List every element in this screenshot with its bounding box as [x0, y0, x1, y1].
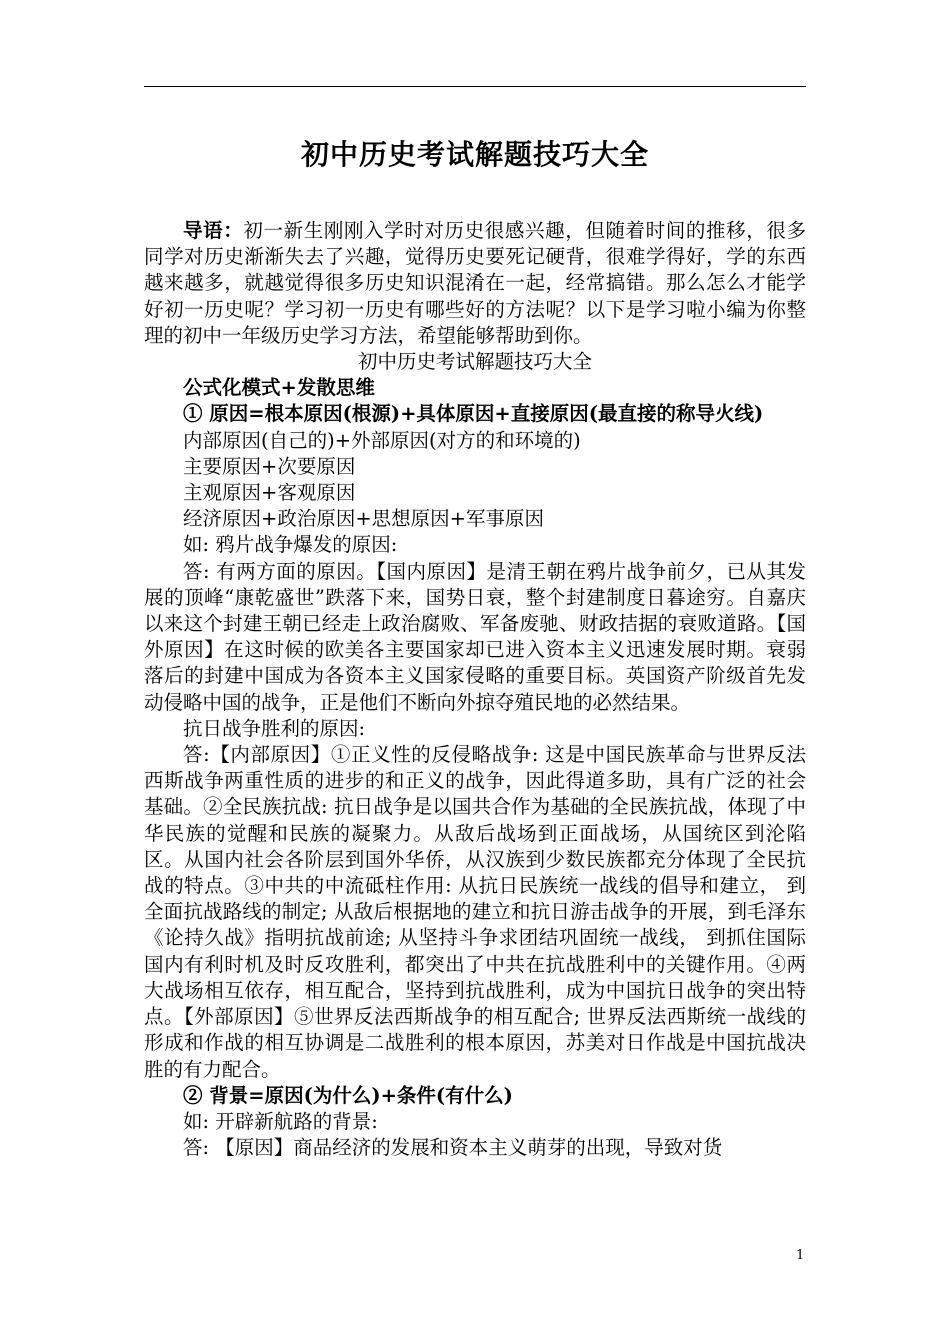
- example-question: 如: 鸦片战争爆发的原因:: [183, 533, 398, 557]
- example-answer: 答:【内部原因】①正义性的反侵略战争: 这是中国民族革命与世界反法西斯战争两重性质的进步的和正义的战争，因此得道多助，具有广泛的社会基础。②全民族抗战: 抗日战争是以国共合作为基础的全民族抗战，体现了中华民族的觉醒和民族的凝聚力。从敌后战场到正面战场，从国统区到沦陷区。从国内社会各阶层到国外华侨，从汉族到少数民族都充分体现了全民抗战的特点。③中共的中流砥柱作用: 从抗日民族统一战线的倡导和建立， 到全面抗战路线的制定; 从敌后根据地的建立和抗日游击战争的开展，到毛泽东《论持久战》指明抗战前途; 从坚持斗争求团结巩固统一战线， 到抓住国际国内有利时机及时反攻胜利，都突出了中共在抗战胜利中的关键作用。④两大战场相互依存，相互配合，坚持到抗战胜利，成为中国抗日战争的突出特点。【外部原因】⑤世界反法西斯战争的相互配合; 世界反法西斯统一战线的形成和作战的相互协调是二战胜利的根本原因，苏美对日作战是中国抗战决胜的有力配合。: [144, 743, 806, 1081]
- list-item: 主要原因+次要原因: [183, 454, 356, 478]
- example-question: 如: 开辟新航路的背景:: [183, 1109, 378, 1133]
- heading-cause: ① 原因=根本原因(根源)+具体原因+直接原因(最直接的称导火线): [183, 402, 764, 426]
- example-answer: 答: 【原因】商品经济的发展和资本主义萌芽的出现，导致对货: [183, 1136, 723, 1160]
- intro-paragraph: [144, 218, 806, 349]
- heading-background: ② 背景=原因(为什么)+条件(有什么): [183, 1083, 513, 1107]
- header-rule: [144, 86, 806, 87]
- example-answer: 答: 有两方面的原因。【国内原因】是清王朝在鸦片战争前夕，已从其发展的顶峰“康乾盛世”跌落下来，国势日衰，整个封建制度日暮途穷。自嘉庆以来这个封建王朝已经走上政治腐败、军备废驰、财政拮据的衰败道路。【国外原因】在这时候的欧美各主要国家却已进入资本主义迅速发展时期。衰弱落后的封建中国成为各资本主义国家侵略的重要目标。英国资产阶级首先发动侵略中国的战争，正是他们不断向外掠夺殖民地的必然结果。: [144, 559, 806, 714]
- section-subtitle: 初中历史考试解题技巧大全: [357, 350, 592, 374]
- example-question: 抗日战争胜利的原因:: [183, 716, 366, 740]
- intro-label: 导语：: [183, 219, 244, 242]
- list-item: 内部原因(自己的)+外部原因(对方的和环境的): [183, 428, 581, 452]
- list-item: 经济原因+政治原因+思想原因+军事原因: [183, 507, 545, 531]
- intro-text: 初一新生刚刚入学时对历史很感兴趣，但随着时间的推移，很多同学对历史渐渐失去了兴趣，觉得历史要死记硬背，很难学得好，学的东西越来越多，就越觉得很多历史知识混淆在一起，经常搞错。那么怎么才能学好初一历史呢？学习初一历史有哪些好的方法呢？以下是学习啦小编为你整理的初中一年级历史学习方法，希望能够帮助到你。: [144, 219, 806, 347]
- list-item: 主观原因+客观原因: [183, 481, 356, 505]
- document-body: [144, 218, 806, 1161]
- document-title: 初中历史考试解题技巧大全: [300, 138, 649, 171]
- heading-formula: 公式化模式+发散思维: [183, 376, 375, 400]
- page-number: 1: [796, 1248, 805, 1263]
